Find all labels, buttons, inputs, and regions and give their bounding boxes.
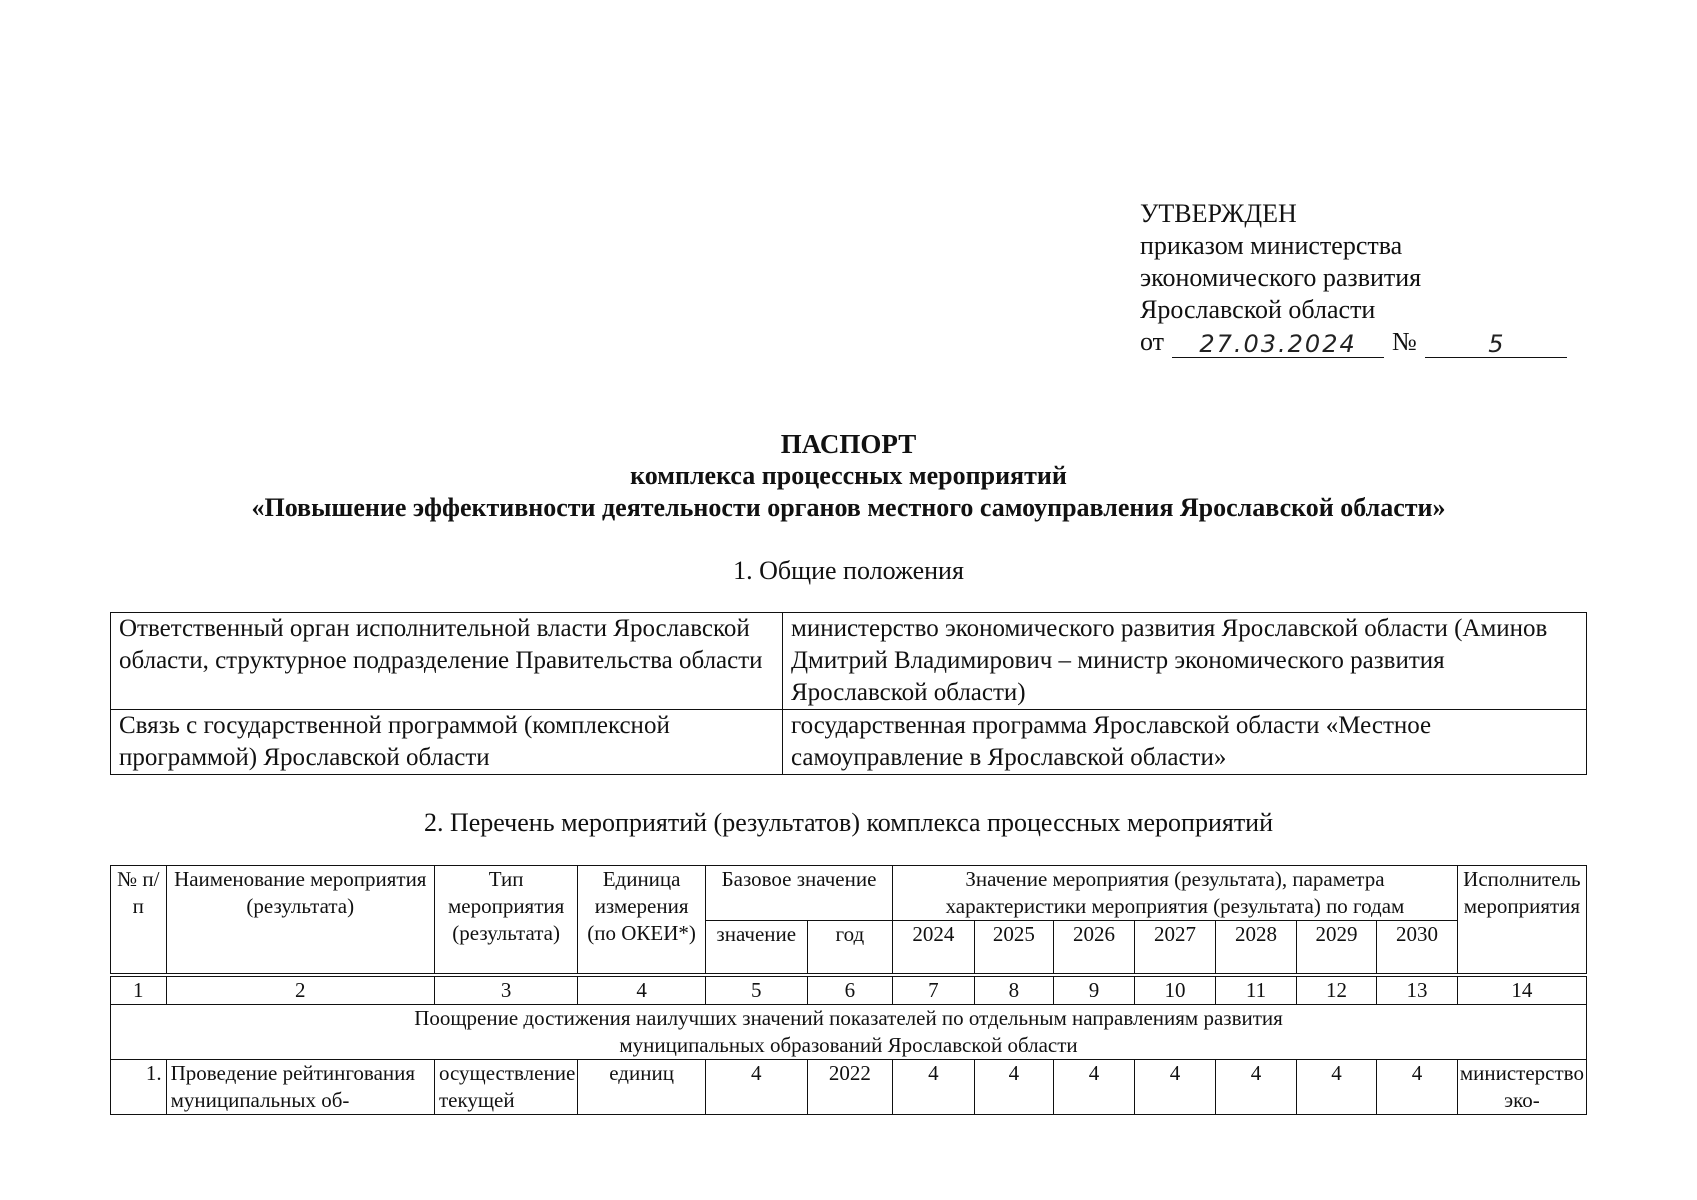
approval-line-3: Ярославской области (1140, 295, 1376, 324)
col-header-year: 2025 (974, 921, 1054, 975)
table-cell-label: Связь с государственной программой (комплексной программой) Ярославской области (111, 710, 783, 775)
row-base-year: 2022 (807, 1059, 892, 1114)
column-number: 3 (434, 975, 577, 1005)
row-value: 4 (974, 1059, 1054, 1114)
col-header-values: Значение мероприятия (результата), параметра характеристики мероприятия (результата) по годам (893, 866, 1458, 921)
section-1-heading: 1. Общие положения (733, 556, 964, 585)
title-line-2: комплекса процессных мероприятий (630, 461, 1067, 490)
row-unit: единиц (578, 1059, 706, 1114)
approval-line-2: экономического развития (1140, 263, 1422, 292)
section-2-heading: 2. Перечень мероприятий (результатов) комплекса процессных мероприятий (423, 808, 1274, 837)
column-number: 6 (807, 975, 892, 1005)
approval-number: 5 (1425, 331, 1567, 358)
col-header-executor: Исполнитель мероприятия (1457, 866, 1586, 975)
table-cell-value: министерство экономического развития Ярославской области (Аминов Дмитрий Владимирович – министр экономического развития Ярославской области) (783, 613, 1587, 710)
col-header-year: 2024 (893, 921, 975, 975)
col-header-year: 2030 (1377, 921, 1458, 975)
col-header-type: Тип мероприятия (результата) (434, 866, 577, 975)
column-number: 9 (1054, 975, 1135, 1005)
column-number: 4 (578, 975, 706, 1005)
approval-date: 27.03.2024 (1172, 331, 1384, 358)
approval-date-number-line (1140, 326, 1567, 358)
table-row (111, 613, 1587, 710)
column-number: 13 (1377, 975, 1458, 1005)
general-provisions-table (110, 612, 1587, 775)
col-header-num: № п/п (111, 866, 167, 975)
col-header-unit: Единица измерения (по ОКЕИ*) (578, 866, 706, 975)
row-base-value: 4 (705, 1059, 807, 1114)
row-value: 4 (1216, 1059, 1297, 1114)
column-number: 1 (111, 975, 167, 1005)
table-row (111, 710, 1587, 775)
table-cell-label: Ответственный орган исполнительной власти Ярославской области, структурное подразделение Правительства области (111, 613, 783, 710)
column-number: 8 (974, 975, 1054, 1005)
row-num: 1. (111, 1059, 167, 1114)
table-cell-value: государственная программа Ярославской области «Местное самоуправление в Ярославской области» (783, 710, 1587, 775)
table-row (111, 1059, 1587, 1114)
row-value: 4 (1054, 1059, 1135, 1114)
group-title-row (111, 1004, 1587, 1059)
col-header-year: 2029 (1296, 921, 1377, 975)
column-number-row (111, 975, 1587, 1005)
column-number: 12 (1296, 975, 1377, 1005)
title-line-3: «Повышение эффективности деятельности органов местного самоуправления Ярославской области» (251, 493, 1446, 522)
column-number: 5 (705, 975, 807, 1005)
col-header-base-year: год (807, 921, 892, 975)
group-title-line-2: муниципальных образований Ярославской области (619, 1032, 1078, 1057)
approval-title: УТВЕРЖДЕН (1140, 199, 1297, 228)
title-line-1: ПАСПОРТ (780, 429, 917, 459)
row-value: 4 (1377, 1059, 1458, 1114)
col-header-year: 2028 (1216, 921, 1297, 975)
column-number: 2 (166, 975, 434, 1005)
col-header-year: 2026 (1054, 921, 1135, 975)
col-header-year: 2027 (1134, 921, 1216, 975)
row-value: 4 (1134, 1059, 1216, 1114)
table-header-row (111, 866, 1587, 921)
row-type: осуществление текущей (434, 1059, 577, 1114)
column-number: 7 (893, 975, 975, 1005)
approval-number-label: № (1392, 327, 1417, 356)
row-name: Проведение рейтингования муниципальных об- (166, 1059, 434, 1114)
group-title-line-1: Поощрение достижения наилучших значений показателей по отдельным направлениям развития (414, 1005, 1283, 1030)
column-number: 14 (1457, 975, 1586, 1005)
column-number: 10 (1134, 975, 1216, 1005)
approval-block (1140, 198, 1567, 358)
approval-line-1: приказом министерства (1140, 231, 1403, 260)
row-value: 4 (893, 1059, 975, 1114)
col-header-name: Наименование мероприятия (результата) (166, 866, 434, 975)
column-number: 11 (1216, 975, 1297, 1005)
col-header-base-value: значение (705, 921, 807, 975)
col-header-base: Базовое значение (705, 866, 892, 921)
measures-table (110, 865, 1587, 1115)
document-title (0, 428, 1697, 524)
row-value: 4 (1296, 1059, 1377, 1114)
group-title (111, 1004, 1587, 1059)
row-executor: министерство эко- (1457, 1059, 1586, 1114)
approval-from-label: от (1140, 327, 1165, 356)
